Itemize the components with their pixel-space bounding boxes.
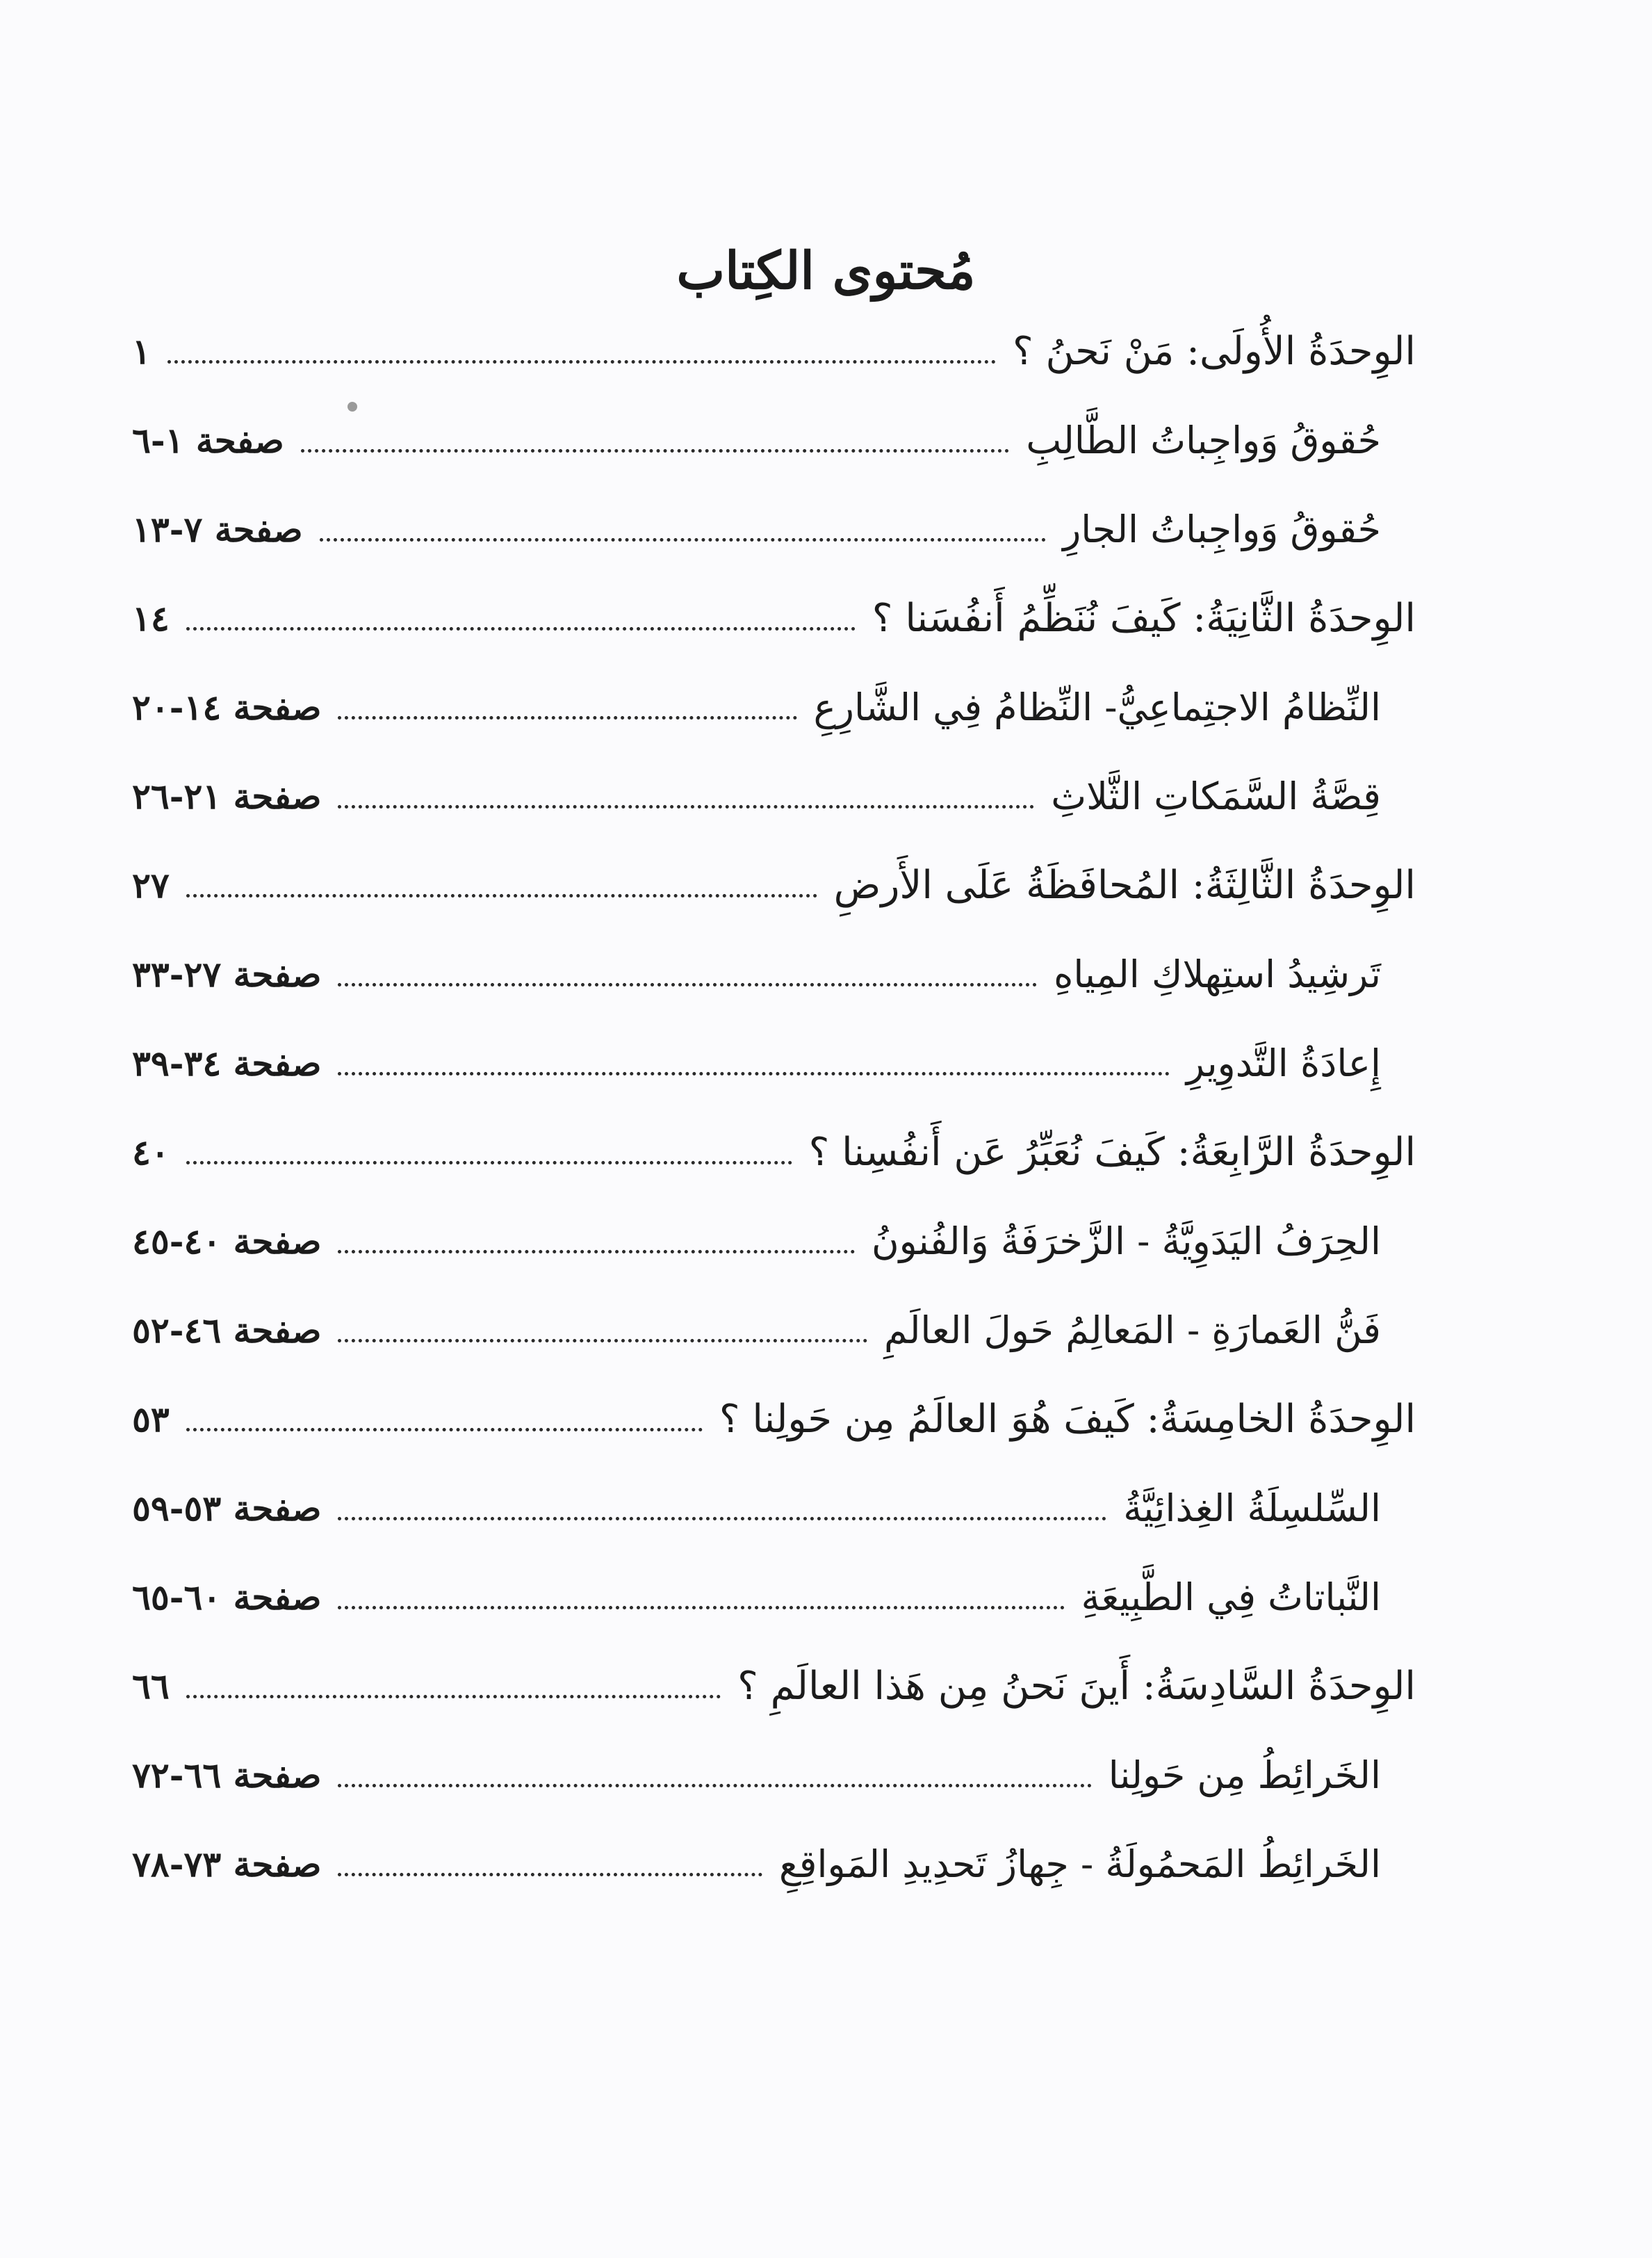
toc-entry-page: صفحة ٤٠-٤٥: [132, 1220, 322, 1262]
toc-entry-page: صفحة ٥٣-٥٩: [132, 1487, 322, 1529]
toc-entry-page: ٤٠: [132, 1131, 170, 1173]
toc-entry-page: ١٤: [132, 597, 170, 639]
toc-unit-5[interactable]: [132, 1374, 1416, 1464]
toc-entry-title: الوِحدَةُ الثَّالِثَةُ: المُحافَظَةُ عَلَى الأَرضِ: [833, 862, 1416, 908]
dot-leader: [338, 1873, 762, 1876]
toc-entry-title: الخَرائِطُ المَحمُولَةُ - جِهازُ تَحدِيدِ المَواقِعِ: [778, 1842, 1381, 1886]
toc-entry-page: صفحة ٦٠-٦٥: [132, 1576, 322, 1618]
dot-leader: [320, 538, 1047, 542]
toc-lesson-6-2[interactable]: [132, 1819, 1381, 1909]
dot-leader: [186, 894, 817, 897]
dot-leader: [338, 1784, 1091, 1787]
toc-entry-title: قِصَّةُ السَّمَكاتِ الثَّلاثِ: [1051, 774, 1381, 818]
dot-leader: [186, 1428, 703, 1431]
toc-entry-title: فَنُّ العَمارَةِ - المَعالِمُ حَولَ العالَمِ: [884, 1308, 1381, 1352]
toc-entry-title: النَّباتاتُ فِي الطَّبِيعَةِ: [1081, 1575, 1381, 1619]
dot-leader: [186, 1161, 792, 1164]
dot-leader: [338, 805, 1034, 809]
toc-entry-title: الوِحدَةُ الرَّابِعَةُ: كَيفَ نُعَبِّرُ عَن أَنفُسِنا ؟: [808, 1129, 1416, 1175]
dot-leader: [301, 449, 1010, 453]
dot-leader: [338, 716, 796, 720]
toc-entry-title: السِّلسِلَةُ الغِذائِيَّةُ: [1123, 1486, 1381, 1530]
toc-lesson-1-1[interactable]: [132, 395, 1381, 485]
toc-entry-page: صفحة ٧٣-٧٨: [132, 1843, 322, 1885]
toc-entry-page: صفحة ١-٦: [132, 419, 284, 461]
toc-lesson-4-1[interactable]: [132, 1196, 1381, 1286]
toc-lesson-3-1[interactable]: [132, 929, 1381, 1019]
toc-entry-page: ١: [132, 330, 151, 372]
toc-entry-title: الوِحدَةُ الأُولَى: مَنْ نَحنُ ؟: [1013, 328, 1416, 374]
table-of-contents: [0, 306, 1652, 1974]
toc-entry-page: صفحة ٣٤-٣٩: [132, 1042, 322, 1084]
toc-unit-4[interactable]: [132, 1107, 1416, 1197]
toc-entry-title: إِعادَةُ التَّدوِيرِ: [1186, 1041, 1381, 1085]
toc-entry-page: صفحة ٤٦-٥٢: [132, 1309, 322, 1351]
dot-leader: [186, 627, 856, 631]
toc-entry-title: تَرشِيدُ استِهلاكِ المِياهِ: [1054, 952, 1381, 996]
dot-leader: [338, 1250, 855, 1253]
toc-entry-title: الوِحدَةُ السَّادِسَةُ: أَينَ نَحنُ مِن هَذا العالَمِ ؟: [737, 1663, 1416, 1709]
dot-leader: [338, 1606, 1064, 1609]
dot-leader: [338, 983, 1037, 986]
toc-lesson-3-2[interactable]: [132, 1018, 1381, 1108]
toc-unit-6[interactable]: [132, 1641, 1416, 1731]
toc-entry-page: صفحة ٦٦-٧٢: [132, 1754, 322, 1796]
dot-leader: [338, 1339, 867, 1342]
toc-lesson-2-1[interactable]: [132, 662, 1381, 752]
toc-lesson-5-2[interactable]: [132, 1552, 1381, 1642]
toc-entry-title: النِّظامُ الاجتِماعِيُّ- النِّظامُ فِي الشَّارِعِ: [813, 685, 1381, 729]
dot-leader: [338, 1072, 1169, 1075]
dot-leader: [186, 1695, 721, 1698]
toc-entry-title: الوِحدَةُ الثَّانِيَةُ: كَيفَ نُنَظِّمُ أَنفُسَنا ؟: [872, 595, 1416, 641]
toc-entry-page: صفحة ٢١-٢٦: [132, 775, 322, 817]
toc-entry-title: الخَرائِطُ مِن حَولِنا: [1108, 1753, 1381, 1797]
toc-entry-page: صفحة ١٤-٢٠: [132, 686, 322, 728]
dot-leader: [338, 1517, 1106, 1520]
toc-unit-2[interactable]: [132, 573, 1416, 663]
toc-entry-page: صفحة ٧-١٣: [132, 508, 303, 550]
toc-entry-page: صفحة ٢٧-٣٣: [132, 953, 322, 995]
toc-lesson-6-1[interactable]: [132, 1730, 1381, 1820]
page-title: مُحتوى الكِتاب: [676, 241, 976, 301]
toc-lesson-1-2[interactable]: [132, 484, 1381, 574]
toc-lesson-4-2[interactable]: [132, 1285, 1381, 1375]
toc-entry-title: حُقوقُ وَواجِباتُ الطَّالِبِ: [1026, 418, 1381, 462]
toc-lesson-5-1[interactable]: [132, 1463, 1381, 1553]
dot-leader: [167, 360, 996, 364]
toc-unit-3[interactable]: [132, 840, 1416, 930]
toc-entry-title: حُقوقُ وَواجِباتُ الجارِ: [1063, 507, 1381, 551]
toc-entry-title: الحِرَفُ اليَدَوِيَّةُ - الزَّخرَفَةُ وَالفُنونُ: [871, 1219, 1381, 1263]
toc-entry-title: الوِحدَةُ الخامِسَةُ: كَيفَ هُوَ العالَمُ مِن حَولِنا ؟: [719, 1396, 1416, 1442]
toc-entry-page: ٥٣: [132, 1398, 170, 1440]
toc-entry-page: ٦٦: [132, 1665, 170, 1707]
toc-unit-1[interactable]: [132, 306, 1416, 396]
toc-entry-page: ٢٧: [132, 864, 170, 906]
toc-lesson-2-2[interactable]: [132, 751, 1381, 841]
